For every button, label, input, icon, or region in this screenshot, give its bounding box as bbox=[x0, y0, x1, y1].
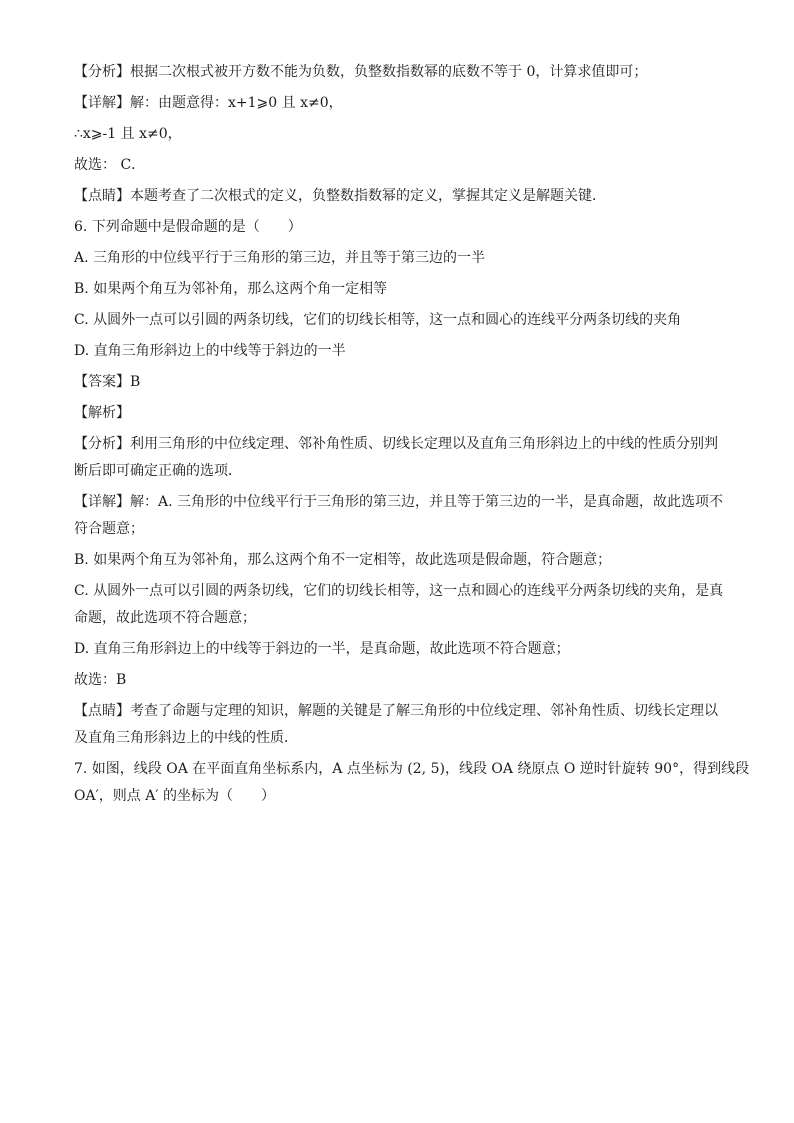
q6-option-d: D. 直角三角形斜边上的中线等于斜边的一半 bbox=[74, 343, 346, 359]
q6-detail-d: D. 直角三角形斜边上的中线等于斜边的一半，是真命题，故此选项不符合题意； bbox=[74, 641, 570, 657]
document-body bbox=[74, 62, 750, 817]
q6-choice: 故选：B bbox=[74, 672, 127, 688]
q6-option-a: A. 三角形的中位线平行于三角形的第三边，并且等于第三边的一半 bbox=[74, 250, 486, 266]
q6-comment-line-1: 【点睛】考查了命题与定理的知识，解题的关键是了解三角形的中位线定理、邻补角性质、切线长定理以 bbox=[74, 703, 718, 719]
q6-answer: 【答案】B bbox=[74, 374, 141, 390]
q6-analysis-line-1: 【分析】利用三角形的中位线定理、邻补角性质、切线长定理以及直角三角形斜边上的中线的性质分别判 bbox=[74, 436, 718, 452]
q6-option-c: C. 从圆外一点可以引圆的两条切线，它们的切线长相等，这一点和圆心的连线平分两条切线的夹角 bbox=[74, 312, 682, 328]
q6-solution-header: 【解析】 bbox=[74, 405, 130, 421]
q6-comment-line-2: 及直角三角形斜边上的中线的性质． bbox=[74, 730, 298, 746]
q6-detail-a-line-1: 【详解】解：A. 三角形的中位线平行于三角形的第三边，并且等于第三边的一半，是真命题，故此选项不 bbox=[74, 494, 724, 510]
q7-stem-line-2: OA′，则点 A′ 的坐标为（ ） bbox=[74, 788, 275, 804]
q5-comment: 【点睛】本题考查了二次根式的定义，负整数指数幂的定义，掌握其定义是解题关键． bbox=[74, 188, 606, 204]
q6-detail-a-line-2: 符合题意； bbox=[74, 521, 144, 537]
q5-detail-line-2: ∴x⩾-1 且 x≠0， bbox=[74, 126, 182, 142]
q6-option-b: B. 如果两个角互为邻补角，那么这两个角一定相等 bbox=[74, 281, 388, 297]
q6-detail-c-line-2: 命题，故此选项不符合题意； bbox=[74, 610, 256, 626]
q6-stem: 6. 下列命题中是假命题的是（ ） bbox=[74, 219, 302, 235]
q7-stem-line-1: 7. 如图，线段 OA 在平面直角坐标系内，A 点坐标为 (2, 5)，线段 OA 绕原点 O 逆时针旋转 90°，得到线段 bbox=[74, 761, 750, 777]
q6-analysis-line-2: 断后即可确定正确的选项． bbox=[74, 463, 242, 479]
q5-analysis: 【分析】根据二次根式被开方数不能为负数，负整数指数幂的底数不等于 0，计算求值即可； bbox=[74, 64, 648, 80]
q5-choice: 故选： C． bbox=[74, 157, 146, 173]
q5-detail-line-1: 【详解】解：由题意得：x+1⩾0 且 x≠0， bbox=[74, 95, 343, 111]
q6-detail-b: B. 如果两个角互为邻补角，那么这两个角不一定相等，故此选项是假命题，符合题意； bbox=[74, 552, 612, 568]
q6-detail-c-line-1: C. 从圆外一点可以引圆的两条切线，它们的切线长相等，这一点和圆心的连线平分两条切线的夹角，是真 bbox=[74, 583, 724, 599]
